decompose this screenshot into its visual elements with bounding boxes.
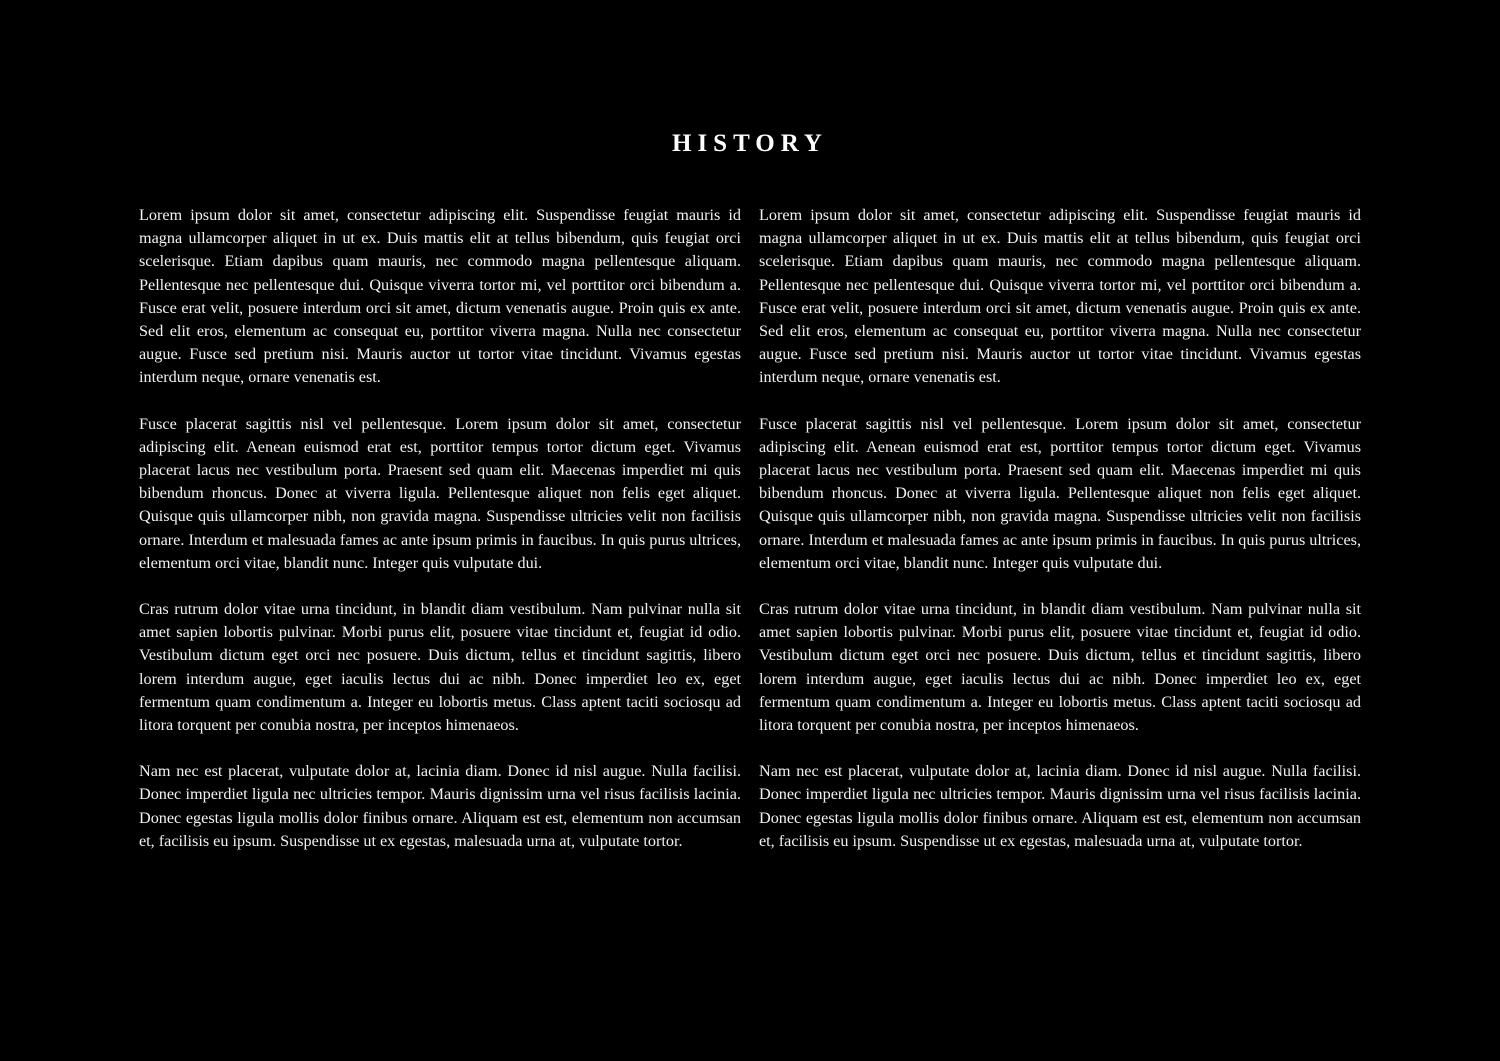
right-paragraph-1: Lorem ipsum dolor sit amet, consectetur adipiscing elit. Suspendisse feugiat mauris id magna ullamcorper aliquet in ut ex. Duis mattis elit at tellus bibendum, quis feugiat orci scelerisque. Etiam dapibus quam mauris, nec commodo magna pellentesque aliquam. Pellentesque nec pellentesque dui. Quisque viverra tortor mi, vel porttitor orci bibendum a. Fusce erat velit, posuere interdum orci sit amet, dictum venenatis augue. Proin quis ex ante. Sed elit eros, elementum ac consequat eu, porttitor viverra magna. Nulla nec consectetur augue. Fusce sed pretium nisi. Mauris auctor ut tortor vitae tincidunt. Vivamus egestas interdum neque, ornare venenatis est. — [759, 206, 1361, 387]
left-paragraph-4: Nam nec est placerat, vulputate dolor at, lacinia diam. Donec id nisl augue. Nulla facilisi. Donec imperdiet ligula nec ultricies tempor. Mauris dignissim urna vel risus facilisis lacinia. Donec egestas ligula mollis dolor finibus ornare. Aliquam est est, elementum non accumsan et, facilisis eu ipsum. Suspendisse ut ex egestas, malesuada urna at, vulputate tortor. — [139, 762, 741, 850]
right-column — [759, 204, 1361, 876]
left-paragraph-3: Cras rutrum dolor vitae urna tincidunt, in blandit diam vestibulum. Nam pulvinar nulla sit amet sapien lobortis pulvinar. Morbi purus elit, posuere vitae tincidunt et, feugiat id odio. Vestibulum dictum eget orci nec posuere. Duis dictum, tellus et tincidunt sagittis, libero lorem interdum augue, eget iaculis lectus dui ac nibh. Donec imperdiet leo ex, eget fermentum quam condimentum a. Integer eu lobortis metus. Class aptent taciti sociosqu ad litora torquent per conubia nostra, per inceptos himenaeos. — [139, 600, 741, 735]
right-paragraph-2: Fusce placerat sagittis nisl vel pellentesque. Lorem ipsum dolor sit amet, consectetur adipiscing elit. Aenean euismod erat est, porttitor tempus tortor dictum eget. Vivamus placerat lacus nec vestibulum porta. Praesent sed quam elit. Maecenas imperdiet mi quis bibendum rhoncus. Donec at viverra ligula. Pellentesque aliquet non felis eget aliquet. Quisque quis ullamcorper nibh, non gravida magna. Suspendisse ultricies velit non facilisis ornare. Interdum et malesuada fames ac ante ipsum primis in faucibus. In quis purus ultrices, elementum orci vitae, blandit nunc. Integer quis vulputate dui. — [759, 414, 1361, 572]
right-paragraph-4: Nam nec est placerat, vulputate dolor at, lacinia diam. Donec id nisl augue. Nulla facilisi. Donec imperdiet ligula nec ultricies tempor. Mauris dignissim urna vel risus facilisis lacinia. Donec egestas ligula mollis dolor finibus ornare. Aliquam est est, elementum non accumsan et, facilisis eu ipsum. Suspendisse ut ex egestas, malesuada urna at, vulputate tortor. — [759, 762, 1361, 850]
page-title: HISTORY — [672, 130, 828, 157]
left-paragraph-1: Lorem ipsum dolor sit amet, consectetur adipiscing elit. Suspendisse feugiat mauris id magna ullamcorper aliquet in ut ex. Duis mattis elit at tellus bibendum, quis feugiat orci scelerisque. Etiam dapibus quam mauris, nec commodo magna pellentesque aliquam. Pellentesque nec pellentesque dui. Quisque viverra tortor mi, vel porttitor orci bibendum a. Fusce erat velit, posuere interdum orci sit amet, dictum venenatis augue. Proin quis ex ante. Sed elit eros, elementum ac consequat eu, porttitor viverra magna. Nulla nec consectetur augue. Fusce sed pretium nisi. Mauris auctor ut tortor vitae tincidunt. Vivamus egestas interdum neque, ornare venenatis est. — [139, 206, 741, 387]
left-paragraph-2: Fusce placerat sagittis nisl vel pellentesque. Lorem ipsum dolor sit amet, consectetur adipiscing elit. Aenean euismod erat est, porttitor tempus tortor dictum eget. Vivamus placerat lacus nec vestibulum porta. Praesent sed quam elit. Maecenas imperdiet mi quis bibendum rhoncus. Donec at viverra ligula. Pellentesque aliquet non felis eget aliquet. Quisque quis ullamcorper nibh, non gravida magna. Suspendisse ultricies velit non facilisis ornare. Interdum et malesuada fames ac ante ipsum primis in faucibus. In quis purus ultrices, elementum orci vitae, blandit nunc. Integer quis vulputate dui. — [139, 414, 741, 572]
text-columns — [139, 204, 1361, 876]
left-column — [139, 204, 741, 876]
right-paragraph-3: Cras rutrum dolor vitae urna tincidunt, in blandit diam vestibulum. Nam pulvinar nulla sit amet sapien lobortis pulvinar. Morbi purus elit, posuere vitae tincidunt et, feugiat id odio. Vestibulum dictum eget orci nec posuere. Duis dictum, tellus et tincidunt sagittis, libero lorem interdum augue, eget iaculis lectus dui ac nibh. Donec imperdiet leo ex, eget fermentum quam condimentum a. Integer eu lobortis metus. Class aptent taciti sociosqu ad litora torquent per conubia nostra, per inceptos himenaeos. — [759, 600, 1361, 735]
